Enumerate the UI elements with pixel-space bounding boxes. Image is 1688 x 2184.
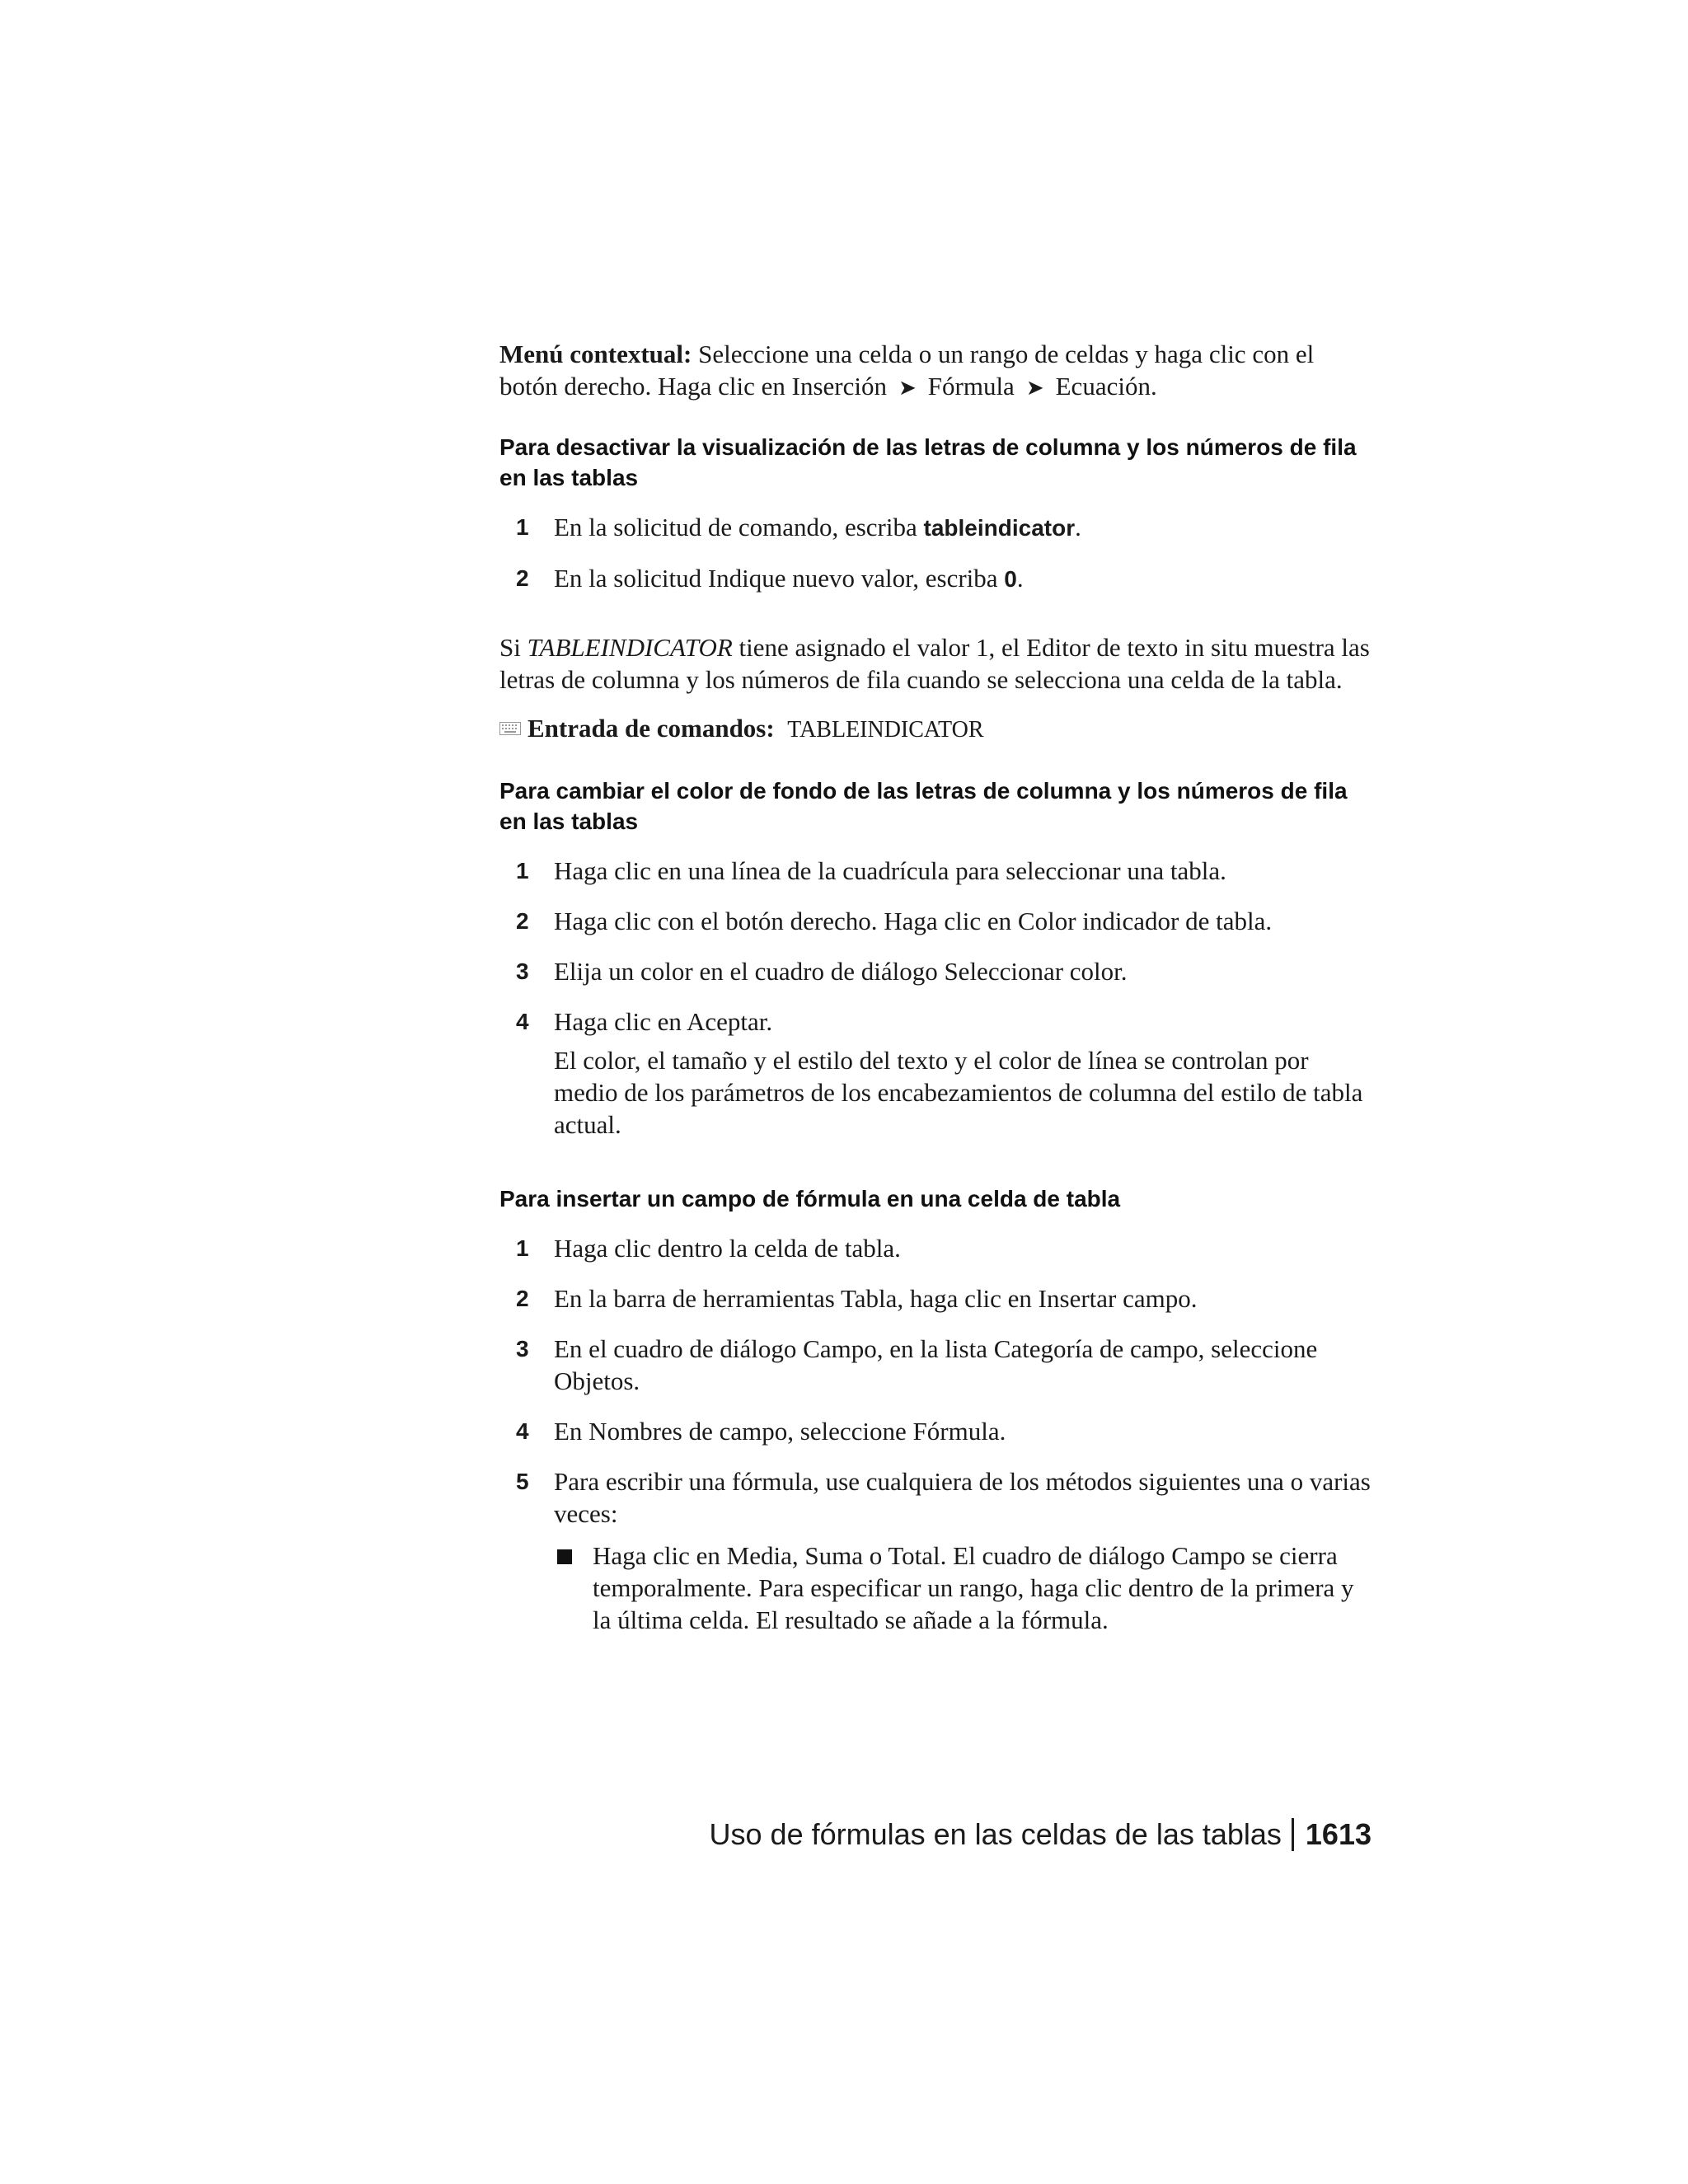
bullet-item [499,1540,1373,1636]
document-body [499,338,1373,1636]
square-bullet-icon [557,1549,572,1564]
bullet-text: Haga clic en Media, Suma o Total. El cuadro de diálogo Campo se cierra temporalmente. Para especificar un rango, haga clic dentro de la primera y la última celda. El resultado se añade a la fórmula. [593,1541,1354,1634]
tableindicator-paragraph [499,631,1373,696]
paragraph-text: tiene asignado el valor 1, el Editor de texto in situ muestra las letras de columna y los números de fila cuando se selecciona una celda de la tabla. [499,633,1370,694]
arrow-icon: ➤ [898,376,917,400]
context-menu-text: Seleccione una celda o un rango de celdas y haga clic con el botón derecho. Haga clic en Inserción [499,340,1315,401]
steps-list [499,1232,1373,1530]
paragraph-text: Si [499,633,528,662]
command-entry [499,710,1373,746]
step-text: En la solicitud de comando, escriba [554,513,924,541]
step-number: 2 [516,565,529,591]
step-number: 4 [516,1009,529,1034]
step-text: Haga clic en Aceptar. [554,1007,773,1036]
command-entry-label: Entrada de comandos: [528,714,775,743]
list-item [499,955,1373,987]
step-text: Haga clic con el botón derecho. Haga clic en Color indicador de tabla. [554,907,1273,935]
context-menu-path-1: Fórmula [927,372,1015,401]
footer-title: Uso de fórmulas en las celdas de las tablas [709,1817,1282,1851]
steps-list [499,511,1373,595]
step-number: 1 [516,1235,529,1261]
keyboard-icon [499,710,521,724]
step-number: 1 [516,514,529,540]
step-text: En la solicitud Indique nuevo valor, escriba [554,564,1005,593]
step-text: En Nombres de campo, seleccione Fórmula. [554,1417,1006,1446]
section-heading: Para insertar un campo de fórmula en una celda de tabla [499,1186,1121,1212]
step-command: tableindicator [923,515,1076,541]
sysvar-name: TABLEINDICATOR [527,633,733,662]
command-entry-value: TABLEINDICATOR [787,717,984,743]
step-text: Haga clic dentro la celda de tabla. [554,1234,901,1263]
step-text: En la barra de herramientas Tabla, haga clic en Insertar campo. [554,1284,1198,1313]
step-text-end: . [1075,513,1081,541]
step-number: 4 [516,1418,529,1444]
section-heading: Para cambiar el color de fondo de las letras de columna y los números de fila en las tablas [499,778,1348,834]
step-number: 2 [516,908,529,934]
footer-separator [1292,1818,1294,1851]
list-item [499,562,1373,595]
step-number: 3 [516,1336,529,1361]
step-text: En el cuadro de diálogo Campo, en la lista Categoría de campo, seleccione Objetos. [554,1334,1318,1395]
list-item [499,855,1373,887]
list-item [499,511,1373,544]
step-number: 1 [516,858,529,883]
list-item [499,1282,1373,1315]
list-item [499,1333,1373,1397]
context-menu-label: Menú contextual: [499,340,692,368]
step-value: 0 [1004,566,1017,592]
page-footer [710,1816,1372,1853]
step-text-end: . [1016,564,1024,593]
step-note: El color, el tamaño y el estilo del texto y el color de línea se controlan por medio de los parámetros de los encabezamientos de columna del estilo de tabla actual. [554,1046,1363,1139]
list-item [499,1005,1373,1038]
step-text: Para escribir una fórmula, use cualquiera de los métodos siguientes una o varias veces: [554,1467,1371,1528]
list-item [499,1465,1373,1530]
context-menu-path-2: Ecuación. [1055,372,1157,401]
list-item [499,1232,1373,1264]
step-number: 5 [516,1469,529,1494]
step-number: 3 [516,958,529,984]
steps-list [499,855,1373,1038]
step-text: Haga clic en una línea de la cuadrícula para seleccionar una tabla. [554,856,1226,885]
context-menu-paragraph [499,338,1373,404]
page-number: 1613 [1305,1817,1372,1851]
section-heading: Para desactivar la visualización de las letras de columna y los números de fila en las tablas [499,434,1357,490]
arrow-icon: ➤ [1025,376,1044,400]
list-item [499,905,1373,937]
step-text: Elija un color en el cuadro de diálogo Seleccionar color. [554,957,1128,986]
list-item [499,1415,1373,1447]
step-number: 2 [516,1286,529,1311]
